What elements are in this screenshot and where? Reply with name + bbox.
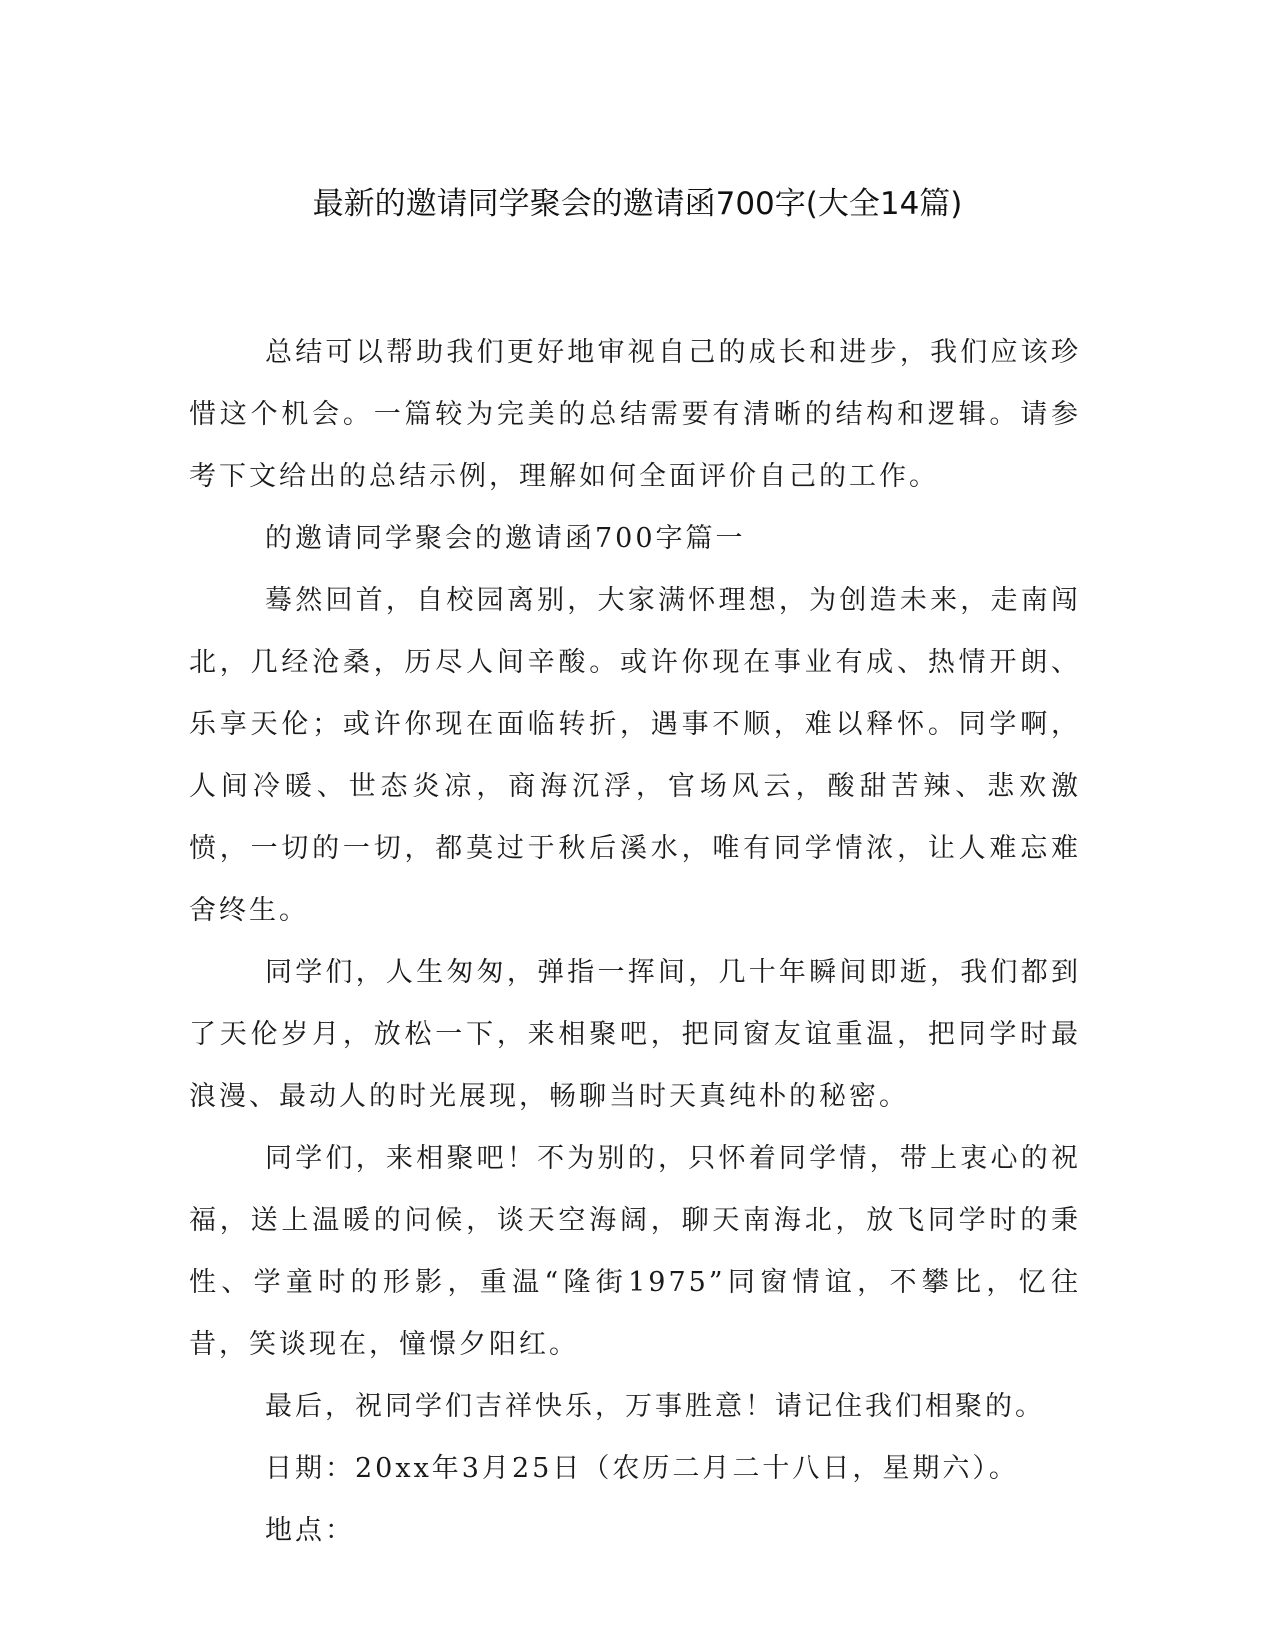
- date-line: 日期：20xx年3月25日（农历二月二十八日，星期六）。: [265, 1453, 1019, 1484]
- intro-paragraph: 总结可以帮助我们更好地审视自己的成长和进步，我们应该珍惜这个机会。一篇较为完美的总结需要有清晰的结构和逻辑。请参考下文给出的总结示例，理解如何全面评价自己的工作。: [189, 337, 1081, 492]
- body-paragraph: 同学们，人生匆匆，弹指一挥间，几十年瞬间即逝，我们都到了天伦岁月，放松一下，来相聚吧，把同窗友谊重温，把同学时最浪漫、最动人的时光展现，畅聊当时天真纯朴的秘密。: [189, 957, 1081, 1112]
- document-body: [189, 322, 1081, 1562]
- section-heading: 的邀请同学聚会的邀请函700字篇一: [265, 523, 746, 554]
- location-line: 地点：: [265, 1515, 355, 1546]
- closing-paragraph: 最后，祝同学们吉祥快乐，万事胜意！请记住我们相聚的。: [265, 1391, 1045, 1422]
- body-paragraph: 蓦然回首，自校园离别，大家满怀理想，为创造未来，走南闯北，几经沧桑，历尽人间辛酸。或许你现在事业有成、热情开朗、乐享天伦；或许你现在面临转折，遇事不顺，难以释怀。同学啊，人间冷暖、世态炎凉，商海沉浮，官场风云，酸甜苦辣、悲欢激愤，一切的一切，都莫过于秋后溪水，唯有同学情浓，让人难忘难舍终生。: [189, 585, 1081, 926]
- document-title: 最新的邀请同学聚会的邀请函700字(大全14篇): [312, 186, 963, 222]
- body-paragraph: 同学们，来相聚吧！不为别的，只怀着同学情，带上衷心的祝福，送上温暖的问候，谈天空海阔，聊天南海北，放飞同学时的秉性、学童时的形影，重温“隆街1975”同窗情谊，不攀比，忆往昔，笑谈现在，憧憬夕阳红。: [189, 1143, 1081, 1360]
